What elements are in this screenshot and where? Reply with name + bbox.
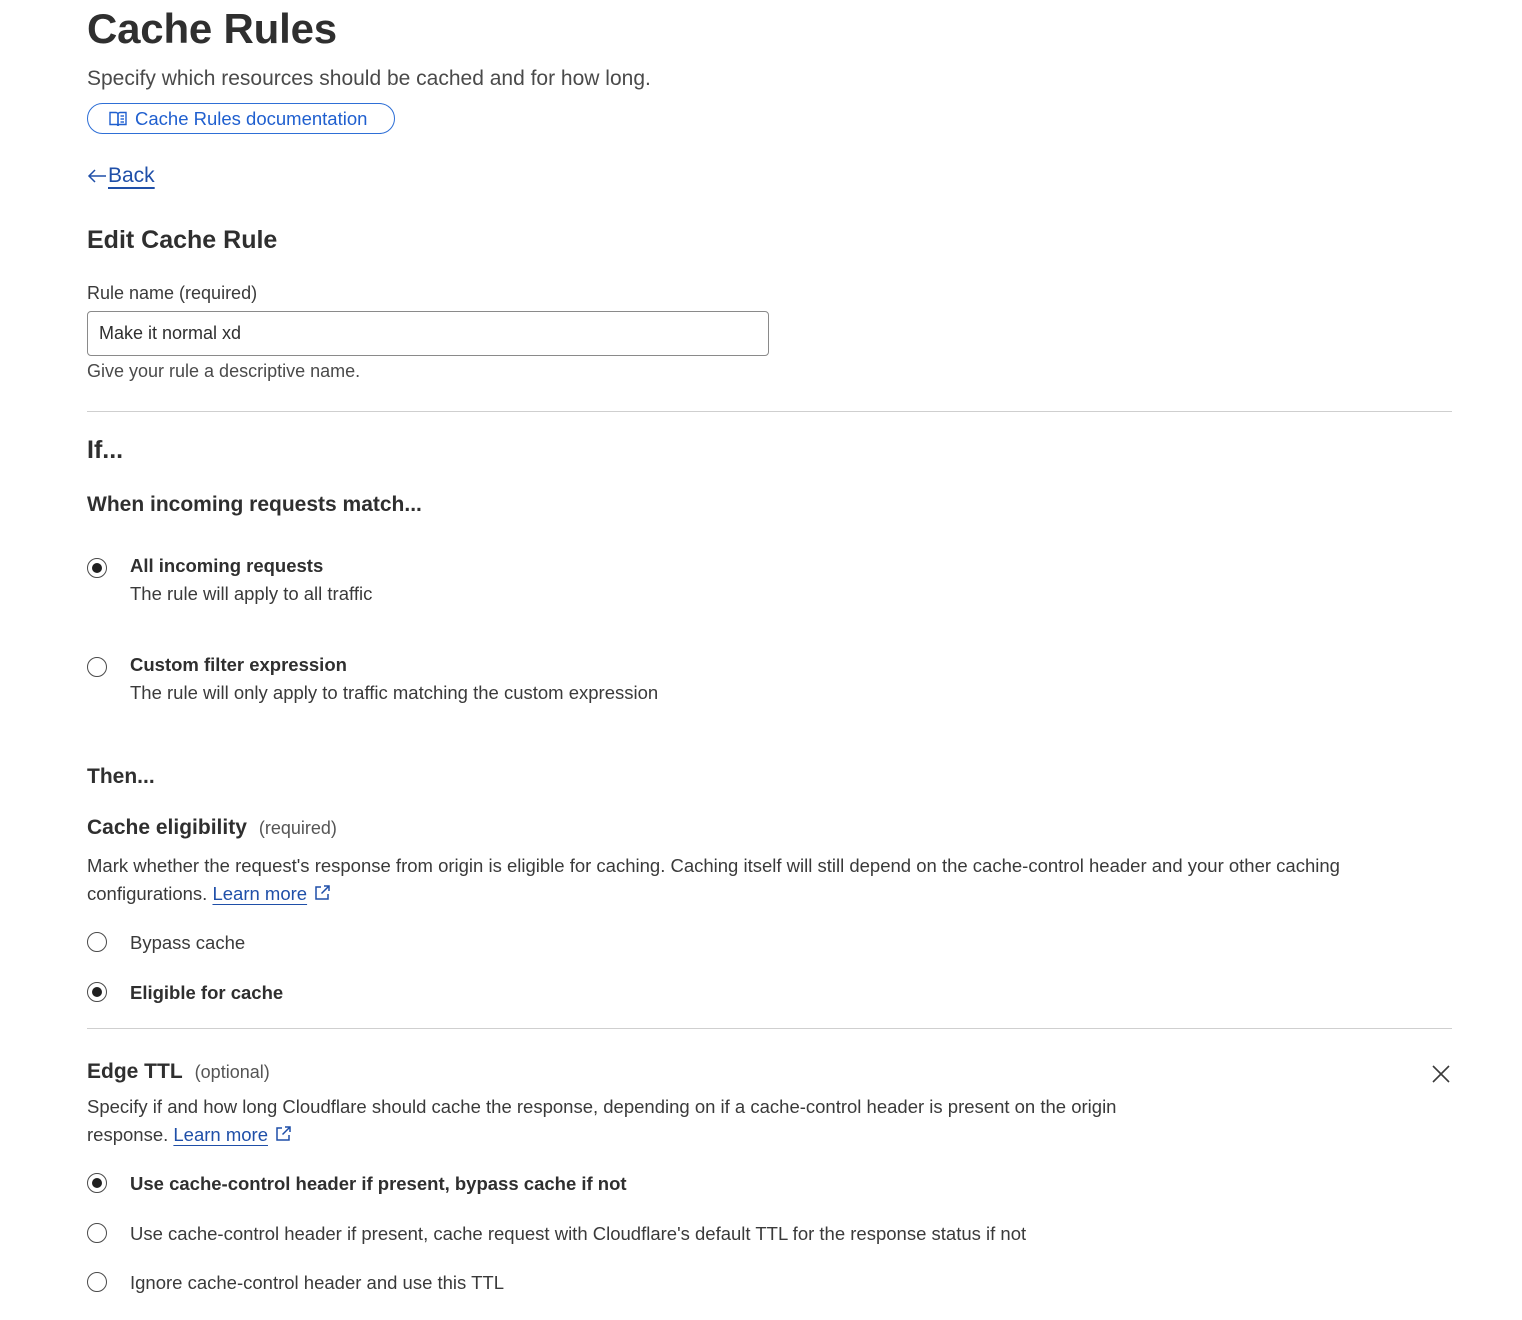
page-title: Cache Rules <box>87 5 337 52</box>
option-description-all-incoming-requests: The rule will apply to all traffic <box>130 583 373 604</box>
radio-all-incoming-requests[interactable] <box>87 558 107 578</box>
back-link-label: Back <box>108 164 155 187</box>
page-subtitle: Specify which resources should be cached and for how long. <box>87 67 651 90</box>
cache-eligibility-text: Mark whether the request's response from origin is eligible for caching. Caching itself will still depend on the cache-control header and your other caching configurations. <box>87 855 1340 904</box>
option-label-eligible-for-cache: Eligible for cache <box>130 982 284 1003</box>
form-heading: Edit Cache Rule <box>87 226 278 254</box>
option-label-bypass-cache: Bypass cache <box>130 932 246 953</box>
rule-name-input[interactable] <box>87 311 769 356</box>
edge-ttl-tag: (optional) <box>194 1062 270 1082</box>
documentation-button[interactable] <box>87 103 395 134</box>
cache-eligibility-description <box>87 852 1447 908</box>
edge-ttl-header <box>87 1058 270 1086</box>
rule-name-hint: Give your rule a descriptive name. <box>87 361 361 381</box>
then-heading: Then... <box>87 765 155 788</box>
match-heading: When incoming requests match... <box>87 493 422 516</box>
option-label-use-cache-control-default-ttl: Use cache-control header if present, cache request with Cloudflare's default TTL for the response status if not <box>130 1223 1027 1244</box>
radio-use-cache-control-default-ttl[interactable] <box>87 1223 107 1243</box>
option-label-use-cache-control-bypass: Use cache-control header if present, bypass cache if not <box>130 1173 627 1194</box>
cache-eligibility-tag: (required) <box>258 818 337 838</box>
edge-ttl-title: Edge TTL <box>87 1060 183 1083</box>
external-link-icon[interactable] <box>274 1123 292 1141</box>
divider <box>87 1028 1452 1029</box>
documentation-button-label: Cache Rules documentation <box>135 107 368 129</box>
book-icon <box>108 110 128 128</box>
close-icon[interactable] <box>1430 1063 1452 1085</box>
arrow-left-icon <box>87 168 107 184</box>
radio-bypass-cache[interactable] <box>87 932 107 952</box>
if-heading: If... <box>87 436 124 464</box>
rule-name-label: Rule name (required) <box>87 283 258 303</box>
option-label-ignore-cache-control: Ignore cache-control header and use this TTL <box>130 1272 504 1293</box>
option-description-custom-filter-expression: The rule will only apply to traffic matching the custom expression <box>130 682 659 703</box>
option-title-custom-filter-expression: Custom filter expression <box>130 654 347 675</box>
edge-ttl-learn-more-link[interactable]: Learn more <box>173 1124 268 1145</box>
radio-ignore-cache-control[interactable] <box>87 1272 107 1292</box>
option-title-all-incoming-requests: All incoming requests <box>130 555 324 576</box>
edge-ttl-description <box>87 1093 1187 1149</box>
radio-use-cache-control-bypass[interactable] <box>87 1173 107 1193</box>
edge-ttl-text: Specify if and how long Cloudflare should cache the response, depending on if a cache-control header is present on the origin response. <box>87 1096 1117 1145</box>
cache-eligibility-header <box>87 814 337 842</box>
radio-custom-filter-expression[interactable] <box>87 657 107 677</box>
back-link[interactable] <box>87 162 155 190</box>
cache-eligibility-title: Cache eligibility <box>87 816 247 839</box>
divider <box>87 411 1452 412</box>
radio-eligible-for-cache[interactable] <box>87 982 107 1002</box>
external-link-icon[interactable] <box>313 882 331 900</box>
cache-eligibility-learn-more-link[interactable]: Learn more <box>212 883 308 904</box>
